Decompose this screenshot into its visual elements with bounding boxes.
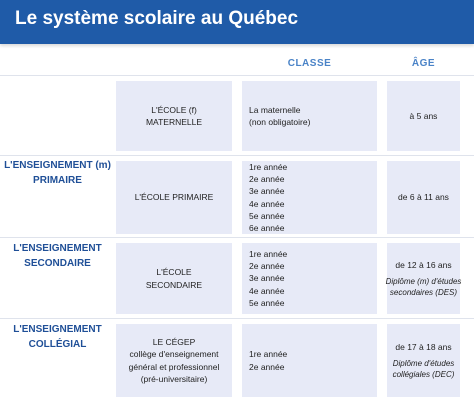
age-cell-secondaire (387, 243, 460, 314)
classe-item: 6e année (249, 222, 285, 233)
classe-cell-primaire (242, 161, 377, 234)
classe-item: 2e année (249, 361, 285, 372)
school-name (135, 191, 214, 203)
divider (0, 318, 474, 319)
classe-item: 4e année (249, 285, 285, 296)
school-name (146, 266, 202, 290)
age-cell-primaire (387, 161, 460, 234)
school-cell-primaire (116, 161, 232, 234)
text-line: secondaires (DES) (389, 287, 458, 297)
text-line: MATERNELLE (145, 117, 203, 127)
column-header-age: ÂGE (411, 58, 436, 69)
classe-item: 1re année (249, 349, 288, 360)
classe-item: 3e année (249, 273, 285, 284)
classe-item: 4e année (249, 198, 285, 209)
classe-cell-maternelle (242, 81, 377, 151)
text-line: SECONDAIRE (24, 258, 91, 269)
text-line: Diplôme (m) d'études (385, 276, 462, 286)
school-name (129, 336, 220, 385)
classe-item: (non obligatoire) (249, 117, 311, 127)
classe-list (249, 161, 287, 234)
classe-item: La maternelle (249, 104, 301, 115)
classe-item: 1re année (249, 248, 288, 259)
text-line: COLLÉGIAL (28, 339, 87, 350)
page-title: Le système scolaire au Québec (15, 8, 299, 29)
age-range: de 12 à 16 ans (395, 260, 452, 271)
school-cell-cegep (116, 324, 232, 397)
text-line: L'ENSEIGNEMENT (m) (4, 160, 111, 171)
text-line: général et professionnel (128, 361, 220, 372)
text-line: PRIMAIRE (33, 175, 82, 186)
school-name (146, 104, 202, 128)
age-cell-cegep (387, 324, 460, 397)
classe-list (249, 348, 287, 372)
column-header-classe: CLASSE (287, 58, 332, 69)
row-label-text (0, 158, 115, 188)
classe-list (249, 248, 287, 309)
text-line: Diplôme d'études (392, 358, 455, 368)
text-line: collège d'enseignement (129, 349, 219, 360)
classe-item: 1re année (249, 161, 288, 172)
text-line: L'ENSEIGNEMENT (13, 243, 102, 254)
row-label-collegial (0, 322, 115, 352)
classe-item: 5e année (249, 297, 285, 308)
text-line: SECONDAIRE (145, 279, 203, 290)
row-label-primaire (0, 158, 115, 188)
school-cell-secondaire (116, 243, 232, 314)
header-bar (0, 0, 474, 44)
classe-cell-secondaire (242, 243, 377, 314)
text-line: L'ÉCOLE (f) (151, 104, 197, 115)
age-range: à 5 ans (409, 110, 438, 121)
diploma-note (393, 358, 455, 380)
text-line: collégiales (DEC) (392, 369, 455, 379)
divider (0, 155, 474, 156)
age-range: de 6 à 11 ans (398, 192, 449, 203)
classe-list (249, 104, 310, 128)
classe-item: 3e année (249, 186, 285, 197)
age-cell-maternelle (387, 81, 460, 151)
classe-cell-cegep (242, 324, 377, 397)
classe-item: 2e année (249, 261, 285, 272)
divider (0, 75, 474, 76)
text-line: L'ENSEIGNEMENT (13, 324, 102, 335)
row-label-secondaire (0, 241, 115, 271)
row-label-text (0, 241, 115, 271)
age-range: de 17 à 18 ans (395, 342, 452, 353)
text-line: L'ÉCOLE PRIMAIRE (134, 192, 214, 203)
diploma-note (386, 276, 462, 298)
text-line: LE CÉGEP (152, 337, 196, 348)
text-line: (pré-universitaire) (140, 373, 208, 384)
classe-item: 5e année (249, 210, 285, 221)
divider (0, 237, 474, 238)
classe-item: 2e année (249, 174, 285, 185)
school-cell-maternelle (116, 81, 232, 151)
row-label-text (0, 322, 115, 352)
text-line: L'ÉCOLE (156, 267, 192, 278)
